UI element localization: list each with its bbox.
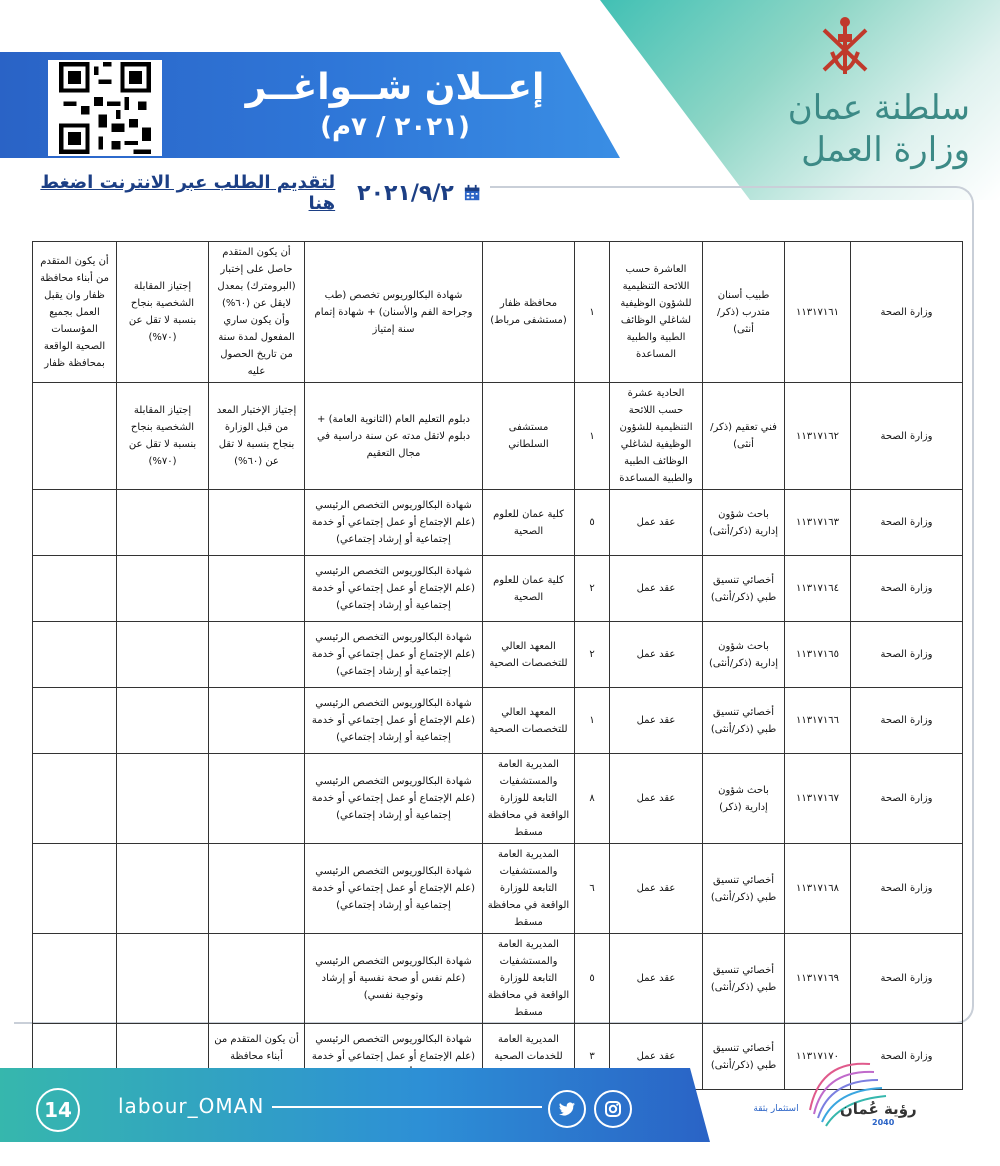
cell-count: ١ — [575, 688, 610, 754]
cell-entity: وزارة الصحة — [851, 754, 963, 844]
cell-qualification: شهادة البكالوريوس التخصص الرئيسي (علم الإجتماع أو عمل إجتماعي أو خدمة إجتماعية أو إرشاد إجتماعي) — [305, 490, 483, 556]
cell-location: المديرية العامة والمستشفيات التابعة للوزارة الواقعة في محافظة مسقط — [483, 754, 575, 844]
cell-code: ١١٣١٧١٦٦ — [785, 688, 851, 754]
cell-interview — [117, 688, 209, 754]
cell-test — [209, 490, 305, 556]
cell-qualification: شهادة البكالوريوس التخصص الرئيسي (علم الإجتماع أو عمل إجتماعي أو خدمة — [305, 1024, 483, 1090]
cell-notes — [33, 383, 117, 490]
cell-entity: وزارة الصحة — [851, 934, 963, 1024]
cell-count: ٦ — [575, 844, 610, 934]
page-title: إعــلان شــواغــر — [245, 67, 545, 108]
cell-entity: وزارة الصحة — [851, 688, 963, 754]
cell-entity: وزارة الصحة — [851, 622, 963, 688]
cell-test: أن يكون المتقدم حاصل على إختبار (البرومترك) بمعدل لايقل عن (٦٠%) وأن يكون ساري المفعول لمدة سنة من تاريخ الحصول عليه — [209, 242, 305, 383]
cell-test: إجتياز الإختبار المعد من قبل الوزارة بنجاح بنسبة لا تقل عن (٦٠%) — [209, 383, 305, 490]
cell-count: ١ — [575, 383, 610, 490]
table-row — [33, 556, 963, 622]
table-row — [33, 934, 963, 1024]
cell-test — [209, 934, 305, 1024]
table-row — [33, 490, 963, 556]
cell-count: ٥ — [575, 490, 610, 556]
cell-title: باحث شؤون إدارية (ذكر) — [703, 754, 785, 844]
oman-emblem-icon — [810, 12, 880, 88]
cell-location: كلية عمان للعلوم الصحية — [483, 490, 575, 556]
table-row — [33, 622, 963, 688]
cell-grade: عقد عمل — [610, 844, 703, 934]
cell-notes: أن يكون المتقدم من أبناء محافظة ظفار وان يقبل العمل بجميع المؤسسات الصحية الواقعة بمحافظة ظفار — [33, 242, 117, 383]
calendar-icon — [464, 184, 480, 202]
cell-test — [209, 844, 305, 934]
cell-title: أخصائي تنسيق طبي (ذكر/أنثى) — [703, 556, 785, 622]
cell-interview — [117, 556, 209, 622]
cell-code: ١١٣١٧١٦٩ — [785, 934, 851, 1024]
cell-interview: إجتياز المقابلة الشخصية بنجاح بنسبة لا تقل عن (٧٠%) — [117, 242, 209, 383]
cell-entity: وزارة الصحة — [851, 844, 963, 934]
apply-row — [40, 172, 480, 214]
cell-location: المعهد العالي للتخصصات الصحية — [483, 688, 575, 754]
cell-qualification: شهادة البكالوريوس التخصص الرئيسي (علم نفس أو صحة نفسية أو إرشاد وتوجية نفسي) — [305, 934, 483, 1024]
announcement-date: ٢٠٢١/٩/٢ — [357, 180, 454, 206]
cell-title: أخصائي تنسيق طبي (ذكر/أنثى) — [703, 1024, 785, 1090]
ministry-of-labour-name: وزارة العمل — [801, 130, 970, 170]
cell-count: ٢ — [575, 622, 610, 688]
cell-count: ٨ — [575, 754, 610, 844]
cell-notes — [33, 490, 117, 556]
cell-test — [209, 622, 305, 688]
cell-count: ١ — [575, 242, 610, 383]
cell-grade: الحادية عشرة حسب اللائحة التنظيمية للشؤون الوظيفية لشاغلي الوظائف الطبية والطبية المساعدة — [610, 383, 703, 490]
cell-entity: وزارة الصحة — [851, 242, 963, 383]
cell-notes — [33, 844, 117, 934]
cell-code: ١١٣١٧١٦٥ — [785, 622, 851, 688]
cell-test: أن يكون المتقدم من أبناء محافظة — [209, 1024, 305, 1090]
cell-grade: عقد عمل — [610, 688, 703, 754]
cell-code: ١١٣١٧١٦٤ — [785, 556, 851, 622]
cell-notes — [33, 754, 117, 844]
cell-title: باحث شؤون إدارية (ذكر/أنثى) — [703, 490, 785, 556]
cell-entity: وزارة الصحة — [851, 490, 963, 556]
cell-qualification: شهادة البكالوريوس التخصص الرئيسي (علم الإجتماع أو عمل إجتماعي أو خدمة إجتماعية أو إرشاد إجتماعي) — [305, 844, 483, 934]
cell-grade: عقد عمل — [610, 934, 703, 1024]
cell-qualification: شهادة البكالوريوس التخصص الرئيسي (علم الإجتماع أو عمل إجتماعي أو خدمة إجتماعية أو إرشاد إجتماعي) — [305, 622, 483, 688]
cell-title: باحث شؤون إدارية (ذكر/أنثى) — [703, 622, 785, 688]
cell-location: المعهد العالي للتخصصات الصحية — [483, 622, 575, 688]
apply-online-link[interactable]: لتقديم الطلب عبر الانترنت اضغط هنا — [40, 172, 336, 214]
cell-code: ١١٣١٧١٦٨ — [785, 844, 851, 934]
page-number: 14 — [36, 1088, 80, 1132]
table-row — [33, 688, 963, 754]
cell-grade: العاشرة حسب اللائحة التنظيمية للشؤون الوظيفية لشاغلي الوظائف الطبية والطبية المساعدة — [610, 242, 703, 383]
sultanate-name: سلطنة عمان — [787, 88, 970, 128]
twitter-icon[interactable] — [548, 1090, 586, 1128]
content-frame-top — [490, 186, 974, 208]
cell-grade: عقد عمل — [610, 622, 703, 688]
social-handle[interactable]: labour_OMAN — [118, 1094, 265, 1118]
cell-title: طبيب أسنان متدرب (ذكر/أنثى) — [703, 242, 785, 383]
cell-location: المديرية العامة والمستشفيات التابعة للوزارة الواقعة في محافظة مسقط — [483, 844, 575, 934]
cell-notes — [33, 556, 117, 622]
cell-entity: وزارة الصحة — [851, 1024, 963, 1090]
cell-code: ١١٣١٧١٦٢ — [785, 383, 851, 490]
cell-location: كلية عمان للعلوم الصحية — [483, 556, 575, 622]
cell-grade: عقد عمل — [610, 1024, 703, 1090]
table-row — [33, 844, 963, 934]
cell-test — [209, 754, 305, 844]
cell-count: ٥ — [575, 934, 610, 1024]
announcement-number: (٢٠٢١ / ٧م) — [320, 112, 470, 142]
cell-title: أخصائي تنسيق طبي (ذكر/أنثى) — [703, 688, 785, 754]
table-row — [33, 754, 963, 844]
cell-code: ١١٣١٧١٦١ — [785, 242, 851, 383]
cell-title: أخصائي تنسيق طبي (ذكر/أنثى) — [703, 844, 785, 934]
cell-code: ١١٣١٧١٦٣ — [785, 490, 851, 556]
cell-interview — [117, 844, 209, 934]
cell-code: ١١٣١٧١٦٧ — [785, 754, 851, 844]
announcement-title — [230, 66, 560, 144]
cell-location: المديرية العامة للخدمات الصحية — [483, 1024, 575, 1090]
cell-count: ٢ — [575, 556, 610, 622]
vision-year: 2040 — [872, 1118, 895, 1127]
cell-grade: عقد عمل — [610, 754, 703, 844]
qr-code-icon[interactable] — [48, 60, 162, 156]
cell-interview: إجتياز المقابلة الشخصية بنجاح بنسبة لا تقل عن (٧٠%) — [117, 383, 209, 490]
cell-location: المديرية العامة والمستشفيات التابعة للوزارة الواقعة في محافظة مسقط — [483, 934, 575, 1024]
cell-code: ١١٣١٧١٧٠ — [785, 1024, 851, 1090]
partner-slogan: استثمار بثقة — [753, 1104, 799, 1114]
cell-qualification: شهادة البكالوريوس تخصص (طب وجراحة الفم والأسنان) + شهادة إتمام سنة إمتياز — [305, 242, 483, 383]
cell-interview — [117, 754, 209, 844]
cell-location: مستشفى السلطاني — [483, 383, 575, 490]
table-row — [33, 242, 963, 383]
cell-notes — [33, 688, 117, 754]
cell-entity: وزارة الصحة — [851, 556, 963, 622]
cell-count: ٣ — [575, 1024, 610, 1090]
cell-grade: عقد عمل — [610, 556, 703, 622]
cell-entity: وزارة الصحة — [851, 383, 963, 490]
cell-interview — [117, 622, 209, 688]
cell-test — [209, 688, 305, 754]
cell-test — [209, 556, 305, 622]
cell-qualification: شهادة البكالوريوس التخصص الرئيسي (علم الإجتماع أو عمل إجتماعي أو خدمة إجتماعية أو إرشاد إجتماعي) — [305, 556, 483, 622]
cell-interview — [117, 490, 209, 556]
cell-title: فني تعقيم (ذكر/ أنثى) — [703, 383, 785, 490]
footer-divider — [272, 1106, 542, 1108]
cell-qualification: شهادة البكالوريوس التخصص الرئيسي (علم الإجتماع أو عمل إجتماعي أو خدمة إجتماعية أو إرشاد إجتماعي) — [305, 688, 483, 754]
vision-title: رؤية عُمان — [840, 1100, 917, 1118]
cell-location: محافظة ظفار (مستشفى مرباط) — [483, 242, 575, 383]
cell-qualification: دبلوم التعليم العام (الثانوية العامة) + دبلوم لاتقل مدته عن سنة دراسية في مجال التعقيم — [305, 383, 483, 490]
ministry-name — [750, 88, 970, 172]
cell-interview — [117, 934, 209, 1024]
instagram-icon[interactable] — [594, 1090, 632, 1128]
cell-grade: عقد عمل — [610, 490, 703, 556]
cell-title: أخصائي تنسيق طبي (ذكر/أنثى) — [703, 934, 785, 1024]
cell-qualification: شهادة البكالوريوس التخصص الرئيسي (علم الإجتماع أو عمل إجتماعي أو خدمة إجتماعية أو إرشاد إجتماعي) — [305, 754, 483, 844]
cell-notes — [33, 622, 117, 688]
vacancies-table — [32, 241, 963, 1090]
table-row — [33, 383, 963, 490]
cell-notes — [33, 934, 117, 1024]
